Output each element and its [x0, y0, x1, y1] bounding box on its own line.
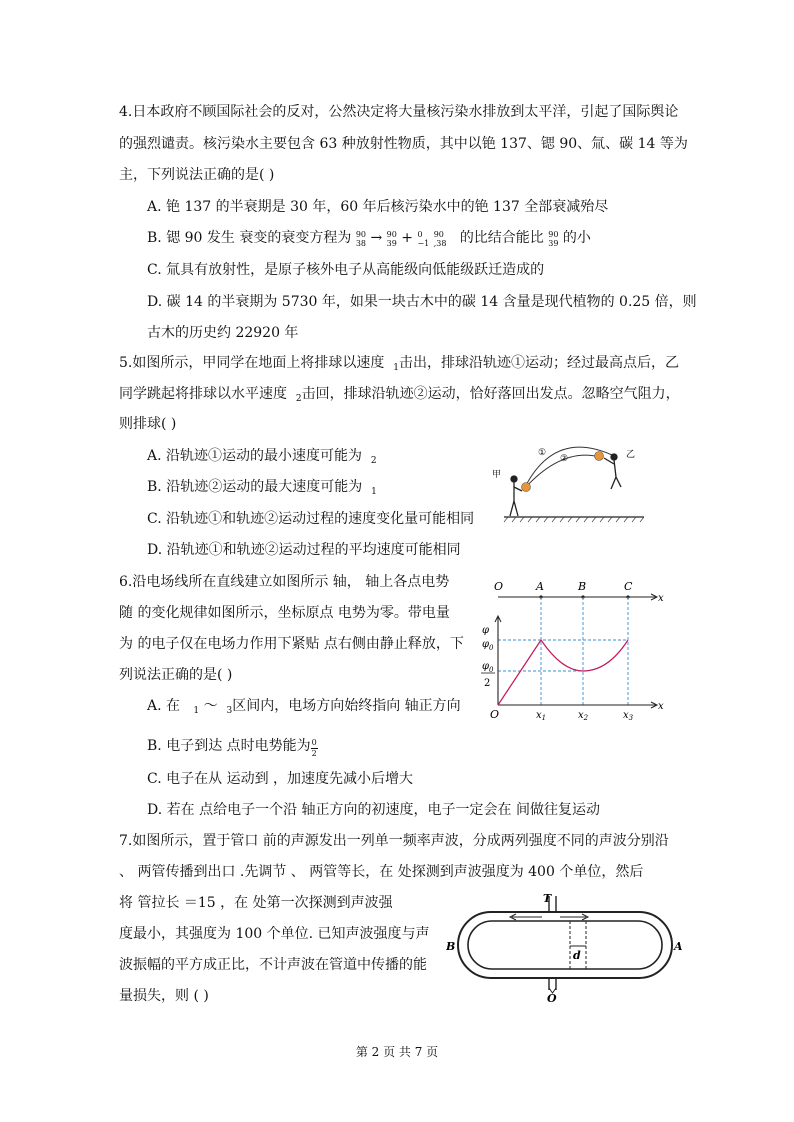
person-yi: [604, 454, 621, 489]
q6-stem-line-1: 6.沿电场线所在直线建立如图所示 轴， 轴上各点电势: [119, 574, 450, 590]
label-t: T: [543, 892, 552, 905]
q4-stem-line-1: 4.日本政府不顾国际社会的反对，公然决定将大量核污染水排放到太平洋，引起了国际舆论: [119, 104, 679, 120]
q5-option-a: A. 沿轨迹①运动的最小速度可能为 $_2$: [147, 448, 377, 466]
label-yi: 乙: [626, 450, 636, 460]
bottom-origin-label: O: [490, 708, 500, 721]
phi0-label: $\varphi_0$: [482, 639, 494, 652]
nuclide-y90-2: 90 39: [548, 230, 559, 248]
potential-linear-segment: [498, 640, 541, 705]
q6-stem-line-4: 列说法正确的是( ): [119, 667, 233, 683]
q4-option-d-line-2: 古木的历史约 22920 年: [147, 325, 299, 341]
sound-pipe-figure: [446, 890, 686, 1002]
pipe-inner: [468, 921, 662, 969]
ground-hatch: [504, 517, 644, 522]
ball-apex: [595, 452, 604, 461]
q6-option-b: B. 电子到达 点时电势能为 $\frac{0}{2}$: [147, 738, 317, 758]
top-label-b: B: [578, 580, 587, 593]
q5-option-c: C. 沿轨迹①和轨迹②运动过程的速度变化量可能相同: [147, 511, 475, 527]
q4-option-b-end: 的小: [562, 230, 591, 246]
tick-x1: $x_1$: [536, 710, 547, 722]
page-footer: 第 2 页 共 7 页: [355, 1045, 439, 1059]
q7-stem-line-5: 波振幅的平方成正比，不计声波在管道中传播的能: [119, 957, 427, 973]
label-traj-2: ②: [560, 454, 569, 464]
tick-x2: $x_2$: [578, 710, 589, 722]
q4-option-b-text: B. 锶 90 发生 衰变的衰变方程为: [147, 230, 352, 246]
q6-option-d: D. 若在 点给电子一个沿 轴正方向的初速度，电子一定会在 间做往复运动: [147, 802, 600, 818]
nuclide-sr90: 90 38: [355, 230, 366, 248]
potential-curve-segment: [541, 640, 628, 671]
q6-stem-line-3: 为 的电子仅在电场力作用下紧贴 点右侧由静止释放，下: [119, 636, 464, 652]
q7-stem-line-4: 度最小，其强度为 100 个单位. 已知声波强度与声: [119, 926, 430, 942]
q4-option-d-line-1: D. 碳 14 的半衰期为 5730 年，如果一块古木中的碳 14 含量是现代植物的 0.25 倍，则: [147, 294, 697, 310]
nuclide-y90: 90 39: [386, 230, 397, 248]
fraction-phi0-over-2: $\frac{0}{2}$: [311, 738, 317, 758]
volleyball-trajectory-figure: [484, 437, 654, 527]
top-label-c: C: [624, 580, 633, 593]
q4-option-b-mid: 的比结合能比: [459, 230, 544, 246]
ball-start: [522, 483, 531, 492]
q5-option-b: B. 沿轨迹②运动的最大速度可能为 $_1$: [147, 479, 377, 497]
half-phi0-den: 2: [484, 678, 491, 689]
nuclide-electron: 0 −1: [417, 230, 430, 248]
q7-stem-line-1: 7.如图所示，置于管口 前的声源发出一列单一频率声波，分成两列强度不同的声波分别沿: [119, 833, 669, 849]
q5-stem-line-2: 同学跳起将排球以水平速度 $_2$击回，排球沿轨迹②运动，恰好落回出发点。忽略空气阻力，: [119, 386, 680, 404]
label-o: O: [547, 992, 557, 1002]
q7-stem-line-3: 将 管拉长 ＝15 ，在 处第一次探测到声波强: [119, 895, 393, 911]
q6-option-a: A. 在 $_1$ ～ $_3$区间内，电场方向始终指向 轴正方向: [147, 698, 461, 716]
q4-option-b: [147, 229, 591, 248]
plus-symbol: +: [401, 230, 414, 246]
q5-option-d: D. 沿轨迹①和轨迹②运动过程的平均速度可能相同: [147, 542, 461, 558]
q6-stem-line-2: 随 的变化规律如图所示，坐标原点 电势为零。带电量: [119, 605, 450, 621]
q5-stem-line-3: 则排球( ): [119, 416, 177, 432]
q6-option-c: C. 电子在从 运动到 ，加速度先减小后增大: [147, 771, 414, 787]
q7-stem-line-6: 量损失，则 ( ): [119, 988, 209, 1004]
q7-stem-line-2: 、 两管传播到出口 .先调节 、 两管等长，在 处探测到声波强度为 400 个单位，然后: [119, 864, 644, 880]
q4-stem-line-3: 主，下列说法正确的是( ): [119, 167, 275, 183]
label-a: A: [674, 940, 683, 953]
top-label-o: O: [494, 580, 504, 593]
q4-stem-line-2: 的强烈谴责。核污染水主要包含 63 种放射性物质，其中以铯 137、锶 90、氚、碳 14 等为: [119, 136, 688, 152]
bottom-x-label: x: [658, 701, 664, 712]
person-jia: [510, 476, 522, 516]
q5-stem-line-1: 5.如图所示，甲同学在地面上将排球以速度 $_1$击出，排球沿轨迹①运动；经过最高点后，乙: [119, 355, 679, 373]
label-b: B: [446, 940, 456, 953]
q4-option-a: A. 铯 137 的半衰期是 30 年，60 年后核污染水中的铯 137 全部衰减殆尽: [147, 199, 609, 215]
top-label-x: x: [658, 593, 664, 604]
arrow-symbol: →: [370, 230, 383, 246]
pipe-outer: [458, 912, 672, 978]
q4-option-c: C. 氚具有放射性，是原子核外电子从高能级向低能级跃迁造成的: [147, 262, 545, 278]
dashed-guides: [498, 597, 628, 705]
half-phi0-num: $\varphi_0$: [482, 661, 494, 674]
label-traj-1: ①: [538, 448, 547, 458]
top-label-a: A: [536, 580, 544, 593]
phi-axis-label: φ: [482, 625, 490, 636]
label-d: d: [573, 949, 581, 962]
nuclide-sr90-2: 90 ,38: [433, 230, 447, 248]
tick-x3: $x_3$: [623, 710, 634, 722]
potential-graph-figure: [478, 575, 668, 723]
label-jia: 甲: [492, 470, 502, 480]
